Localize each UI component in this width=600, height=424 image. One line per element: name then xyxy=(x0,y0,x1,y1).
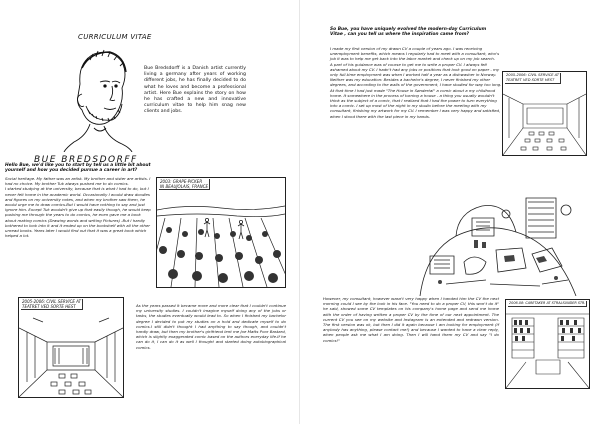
panel-caption xyxy=(508,301,587,307)
answer-1-paragraph: I started studying at the university, because that is what I had to do, but I never felt home in the academic world. Occasionally I would draw doodles and figures on my university notes, and when my brother saw them, he would urge me to draw comics.But I would have nothing to say and just ignore him. Except Tuk wouldn't give up that easily though, he would keep pushing me through the years to do comics, he even gave me a book about making comics (Drawing words and writing Pictures) .But I hardly bothered to look into it and it ended up on the bookshelf with all the other unread books. Years later I would find out that it was a great book which helped a lot. xyxy=(5,186,151,239)
caption-line: 2003: GRAPE-PICKER xyxy=(160,179,203,184)
answer-2-paragraph: A part of his guidance was of course to get me to write a proper CV. I always felt ashamed about my CV. I hadn't had any jobs or positions that look good on paper - my only full-time employment was when I worked half a year as a dishwasher in Norway. Neither was my education: Besides a bachelor's degree, I never finished my other degrees, and according to the walls of the government, I have studied for way too long. xyxy=(330,61,502,88)
right-bottom-text: However, my consultant, however wasn't very happy when I handed him the CV the next morning could I see by the look in his face. "You need to do a proper CV, this won't do it" he said, showed some CV templates on his company's home page and send me home with the order of having written a proper CV by the time of our next appointment. The current CV you see on my website and Instagram is an extended and redrawn version. The first version was ok, but then I did it again because I am looking for employment (if anybody has anything, please contact me!) and because I wanted to have a clear reply, when people ask me what I am doing. Then I will hand them my CV and say "I do comics!" xyxy=(323,296,499,343)
answer-1-paragraph: Social heritage. My father was an artist. My brother and sister are artists. I had no choice. My brother Tuk always pushed me to do comics. xyxy=(5,176,151,187)
caption-line: 2005-2006: CIVIL SERVICE AT xyxy=(506,73,560,77)
caption-line: TEATRET VED SORTE HEST xyxy=(506,78,555,82)
caption-line: 2005-2006: CIVIL SERVICE AT xyxy=(22,299,82,304)
panel-caption xyxy=(21,299,83,310)
question-1: Hello Bue, we'd like you to start by tell us a little bit about yourself and how you decided pursue a career in art? xyxy=(5,163,151,174)
building-illustration xyxy=(416,192,586,296)
panel-grape-picker xyxy=(156,177,286,288)
portrait-drawing xyxy=(60,44,136,152)
answer-2-paragraph: I made my first version of my drawn CV a couple of years ago. I was receiving unemployment benefits, which means I regularly had to meet with a consultant, who's job it was to help me get back into the labor market and check up on my job search. xyxy=(330,46,500,62)
shop-drawing xyxy=(506,300,589,388)
cv-header: CURRICULUM VITAE xyxy=(78,33,152,41)
intro-text: Bue Bredsdorff is a Danish artist currently living a germany after years of working different jobs, he has finally decided to do what he loves and become a professional artist. Here Bue explains the story on how he has crafted a new and innovative curriculum vitae to help him snag new clients and jobs. xyxy=(144,66,246,115)
answer-2 xyxy=(330,46,502,119)
panel-caretaker xyxy=(505,299,590,389)
panel-civil-service xyxy=(18,297,124,398)
artist-name: BUE BREDSDORFF xyxy=(34,155,138,165)
caption-line: 2006-08: CARETAKER AT STRALSUNDER STR. xyxy=(509,301,586,305)
question-2: So Bue, you have uniquely evolved the modern-day Curriculum Vitae , can you tell us where the inspiration came from? xyxy=(330,27,487,38)
panel-civil-service-2 xyxy=(502,71,587,156)
vineyard-drawing xyxy=(157,178,285,287)
answer-2-paragraph: At that time I had just made "The House in Søndertal" a comic about a my childhood home. It somewhere in the process of turning a house - a thing you usually wouldn't think as the subject of a comic, that I realized that I had the power to turn everything into a comic. I set up most of the night in my studio before the meeting with my consultant, finishing my artwork for my CV. I remember I was very happy and satisfied, when I stood there with the last piece in my hands. xyxy=(330,87,501,119)
caption-line: TEATRET VED SORTE HEST xyxy=(22,304,76,309)
left-bottom-text: As the years passed it became more and more clear that I couldn't continue my university studies. I couldn't imagine myself doing any of the jobs or tasks, the studies eventually would lead to. So when I finished my bachelor degree I decided to put my studies on a hold and dedicate myself to do comics.I still didn't thought I had anything to say though, and couldn't hardly draw, but then my brother's girlfriend lent me Joe Matts Poor Bastard, which is slightly exaggerated comic based on the authors everyday life.If he can do it, I can do it as well I thought and started doing autobiographical comics. xyxy=(136,303,286,350)
panel-caption xyxy=(159,179,210,190)
right-page xyxy=(300,0,600,424)
panel-caption xyxy=(505,73,561,84)
caption-line: IN BEAUJOLAIS, FRANCE xyxy=(160,184,209,189)
theatre-drawing xyxy=(19,298,123,397)
theatre-interior-drawing xyxy=(503,72,586,155)
answer-1 xyxy=(5,176,152,238)
